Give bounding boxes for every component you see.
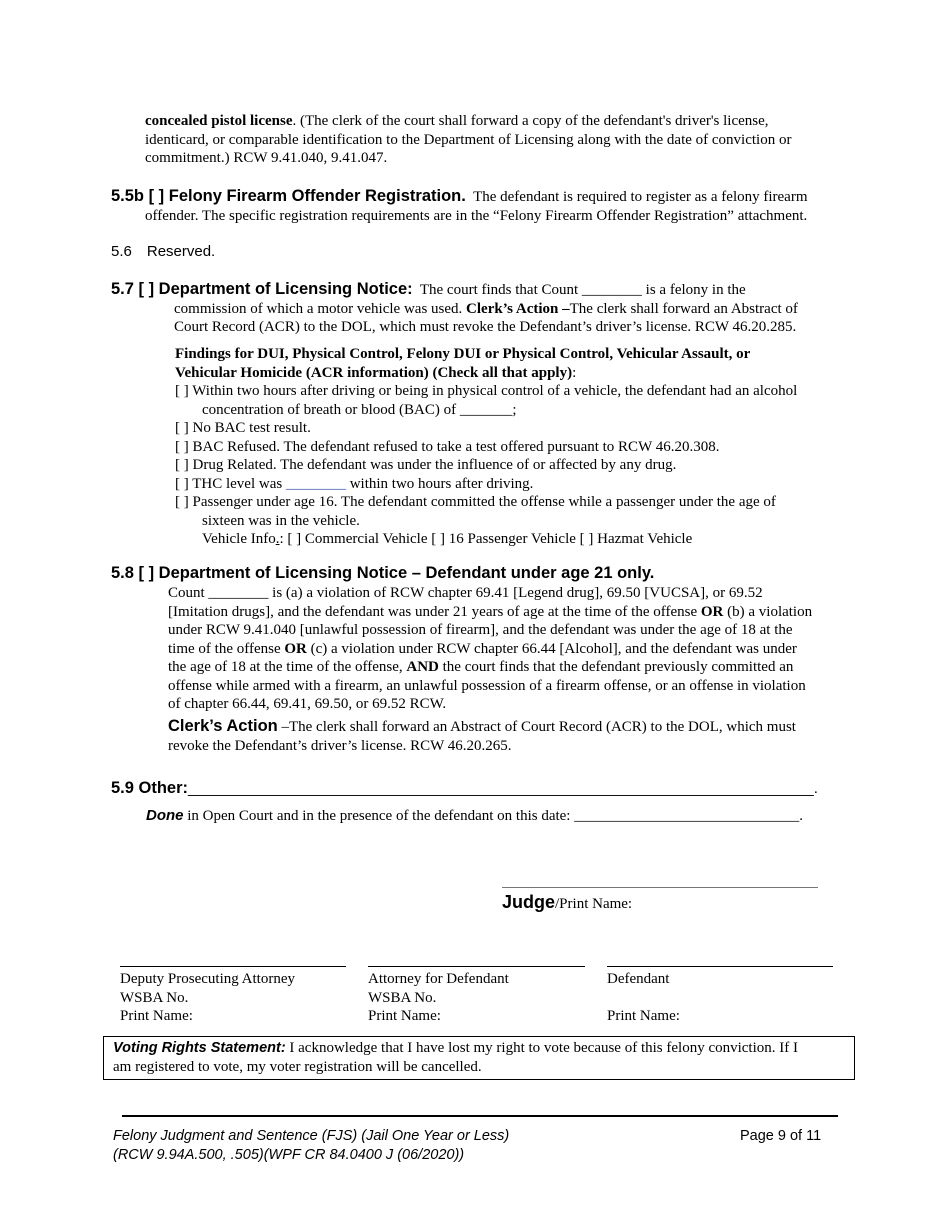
signature-block-defense: Attorney for Defendant WSBA No. Print Name: (368, 971, 509, 1024)
judge-signature-line (502, 887, 818, 888)
section-5-5b-heading: 5.5b [ ] Felony Firearm Offender Registration. (111, 187, 466, 205)
finding-item: [ ] Drug Related. The defendant was under the influence of or affected by any drug. (175, 457, 677, 473)
finding-item: [ ] No BAC test result. (175, 420, 311, 436)
section-5-8-body: Count ________ is (a) a violation of RCW chapter 69.41 [Legend drug], 69.50 [VUCSA], or 69.52 [Imitation drugs], and the defendant was under 21 years of age at the time of the offense OR (b) a violation under RCW 9.41.040 [unlawful possession of firearm], and the defendant was under the age of 18 at the time of the offense OR (c) a violation under RCW chapter 66.44 [Alcohol], and the defendant was under the age of 18 at the time of the offense, AND the court finds that the defendant previously committed an offense while armed with a firearm, an unlawful possession of a firearm offense, or an offense in violation of chapter 66.44, 69.41, 69.50, or 69.52 RCW. (168, 585, 813, 712)
judge-label: Judge/Print Name: (502, 892, 633, 912)
section-5-9-heading: 5.9 Other: (111, 779, 189, 797)
section-5-8-clerk: Clerk’s Action –The clerk shall forward an Abstract of Court Record (ACR) to the DOL, which must revoke the Defendant’s driver’s license. RCW 46.20.265. (168, 717, 796, 754)
section-5-7: 5.7 [ ] Department of Licensing Notice: The court finds that Count ________ is a felony in the commission of which a motor vehicle was used. Clerk’s Action –The clerk shall forward an Abstract of Court Record (ACR) to the DOL, which must revoke the Defendant’s driver’s license. RCW 46.20.285. (111, 280, 798, 335)
section-5-8-heading: 5.8 [ ] Department of Licensing Notice – Defendant under age 21 only. (111, 564, 655, 582)
intro-paragraph: concealed pistol license. (The clerk of the court shall forward a copy of the defendant's driver's license, identicard, or comparable identification to the Department of Licensing along with the date of conviction or commitment.) RCW 9.41.040, 9.41.047. (145, 113, 792, 166)
signature-block-prosecutor: Deputy Prosecuting Attorney WSBA No. Print Name: (120, 971, 295, 1024)
finding-item: [ ] Passenger under age 16. The defendant committed the offense while a passenger under the age of (175, 494, 776, 510)
finding-item: [ ] THC level was ________ within two hours after driving. (175, 475, 534, 492)
section-5-5b: 5.5b [ ] Felony Firearm Offender Registration. The defendant is required to register as a felony firearm offender. The specific registration requirements are in the “Felony Firearm Offender Registration” attachment. (111, 187, 808, 224)
section-5-6: 5.6 Reserved. (111, 243, 216, 260)
finding-item: [ ] BAC Refused. The defendant refused to take a test offered pursuant to RCW 46.20.308. (175, 438, 720, 455)
done-label: Done (146, 807, 184, 824)
footer-page-number: Page 9 of 11 (740, 1128, 822, 1144)
clerk-action-label: Clerk’s Action (168, 717, 278, 735)
signature-line (120, 966, 346, 967)
voting-rights-label: Voting Rights Statement: (113, 1040, 286, 1056)
intro-bold: concealed pistol license (145, 113, 293, 129)
signature-line (607, 966, 833, 967)
finding-item: [ ] Within two hours after driving or being in physical control of a vehicle, the defendant had an alcohol (175, 383, 798, 399)
findings-block: Findings for DUI, Physical Control, Felony DUI or Physical Control, Vehicular Assault, or Vehicular Homicide (ACR information) (Check all that apply): [ ] Within two hours after driving or being in physical control of a vehicle, the defendant had an alcohol concentration of breath or blood (BAC) of _______; [ ] No BAC test result. [ ] BAC Refused. The defendant refused to take a test offered pursuant to RCW 46.20.308. [ ] Drug Related. The defendant was under the influence of or affected by any drug. [ ] THC level was ________ within two hours after driving. [ ] Passenger under age 16. The defendant committed the offense while a passenger under the age of sixteen was in the vehicle. Vehicle Info.: [ ] Commercial Vehicle [ ] 16 Passenger Vehicle [ ] Hazmat Vehicle (175, 346, 798, 547)
signature-block-defendant: Defendant Print Name: (607, 971, 680, 1024)
done-line: Done in Open Court and in the presence of the defendant on this date: ______________________________. (146, 807, 803, 824)
section-5-7-heading: 5.7 [ ] Department of Licensing Notice: (111, 280, 413, 298)
footer-form-title: Felony Judgment and Sentence (FJS) (Jail One Year or Less) (RCW 9.94A.500, .505)(WPF CR 84.0400 J (06/2020)) (113, 1128, 510, 1163)
other-line: ___________________________________________________________________________. (188, 780, 818, 797)
vehicle-info: Vehicle Info.: [ ] Commercial Vehicle [ ] 16 Passenger Vehicle [ ] Hazmat Vehicle (202, 531, 693, 547)
findings-heading: Findings for DUI, Physical Control, Felony DUI or Physical Control, Vehicular Assault, or (175, 346, 751, 362)
section-5-9 (111, 779, 818, 798)
voting-rights-statement: Voting Rights Statement: I acknowledge that I have lost my right to vote because of this felony conviction. If I am registered to vote, my voter registration will be cancelled. (113, 1040, 799, 1075)
footer-rule (122, 1115, 838, 1117)
signature-line (368, 966, 585, 967)
